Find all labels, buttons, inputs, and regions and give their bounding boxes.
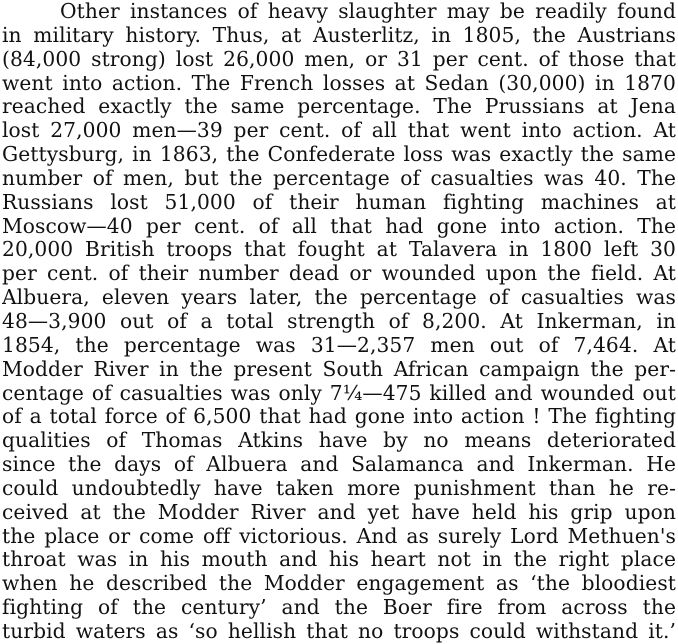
text-line: 48—3,900 out of a total strength of 8,200. At Inkerman, in [2,309,676,333]
text-line: ceived at the Modder River and yet have held his grip upon [2,500,676,524]
text-line: Albuera, eleven years later, the percentage of casualties was [2,286,676,310]
text-line: (84,000 strong) lost 26,000 men, or 31 per cent. of those that [2,47,676,71]
text-line: Gettysburg, in 1863, the Confederate loss was exactly the same [2,143,676,167]
text-line: since the days of Albuera and Salamanca and Inkerman. He [2,453,676,477]
text-line: qualities of Thomas Atkins have by no means deteriorated [2,429,676,453]
text-line: turbid waters as ‘so hellish that no troops could withstand it.’ [2,619,676,643]
text-line: Other instances of heavy slaughter may be readily found [60,0,676,23]
text-line: reached exactly the same percentage. The Prussians at Jena [2,95,676,119]
text-line: throat was in his mouth and his heart not in the right place [2,548,676,572]
text-line: of a total force of 6,500 that had gone into action ! The fighting [2,405,676,429]
text-line: Moscow—40 per cent. of all that had gone into action. The [2,214,676,238]
text-line: lost 27,000 men—39 per cent. of all that went into action. At [2,119,676,143]
text-line: could undoubtedly have taken more punishment than he re- [2,476,676,500]
text-line: when he described the Modder engagement as ‘the bloodiest [2,572,676,596]
text-line: Modder River in the present South African campaign the per- [2,357,676,381]
text-line: in military history. Thus, at Austerlitz, in 1805, the Austrians [2,23,676,47]
text-line: 20,000 British troops that fought at Talavera in 1800 left 30 [2,238,676,262]
text-line: the place or come off victorious. And as surely Lord Methuen's [2,524,676,548]
text-line: went into action. The French losses at Sedan (30,000) in 1870 [2,71,676,95]
text-line: 1854, the percentage was 31—2,357 men out of 7,464. At [2,333,676,357]
body-paragraph [2,0,676,644]
text-line: per cent. of their number dead or wounded upon the field. At [2,262,676,286]
text-line: centage of casualties was only 7¼—475 killed and wounded out [2,381,676,405]
text-line: fighting of the century’ and the Boer fire from across the [2,596,676,620]
text-line: Russians lost 51,000 of their human fighting machines at [2,190,676,214]
text-line: number of men, but the percentage of casualties was 40. The [2,166,676,190]
